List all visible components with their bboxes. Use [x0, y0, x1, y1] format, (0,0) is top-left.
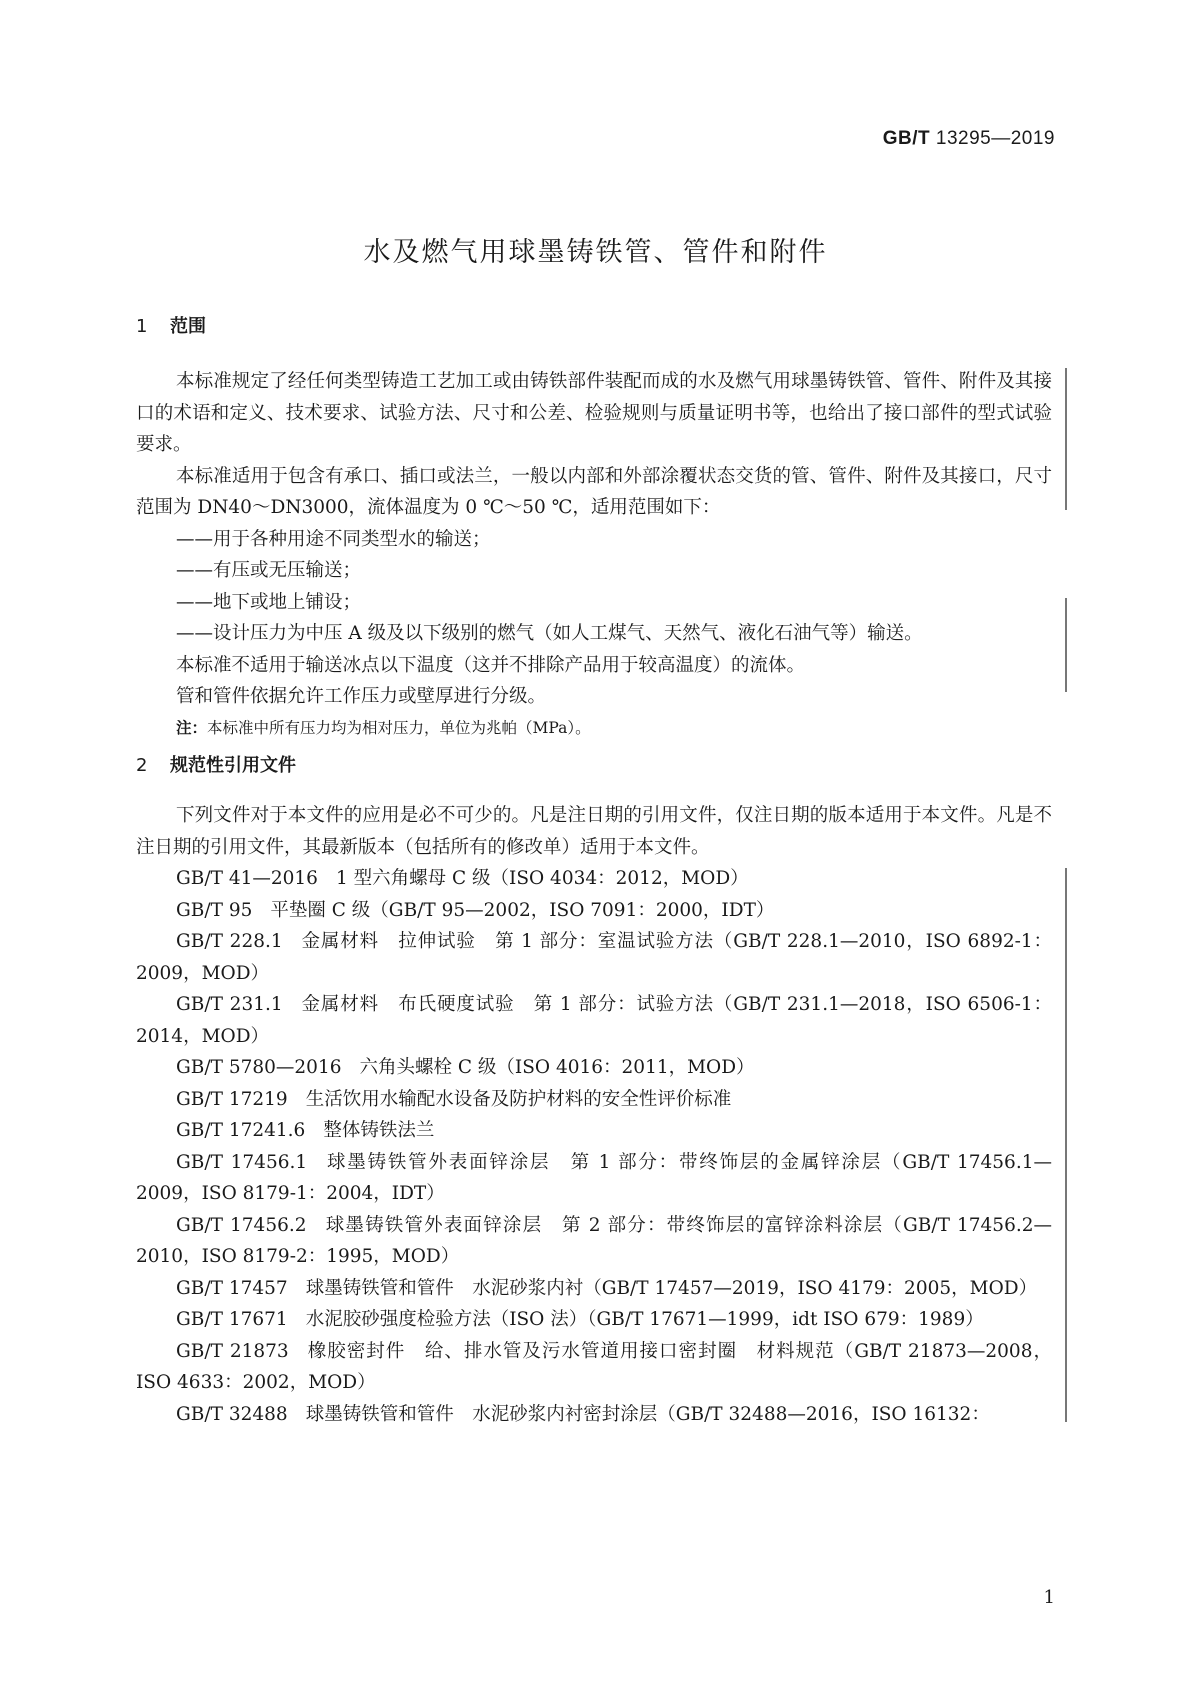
reference-item: [136, 1336, 1052, 1399]
revision-bar: [1065, 598, 1067, 692]
reference-title: 六角头螺栓 C 级（ISO 4016：2011，MOD）: [359, 1057, 755, 1078]
reference-code: GB/T 17671: [176, 1309, 288, 1330]
reference-code: GB/T 17457: [176, 1277, 288, 1299]
reference-title: 水泥胶砂强度检验方法（ISO 法）（GB/T 17671—1999，idt ISO 679：1989）: [305, 1309, 984, 1330]
reference-title: 整体铸铁法兰: [323, 1120, 435, 1141]
reference-item: [136, 926, 1052, 989]
reference-item: [136, 863, 1052, 895]
section-number: 1: [136, 316, 148, 337]
list-item: ——设计压力为中压 A 级及以下级别的燃气（如人工煤气、天然气、液化石油气等）输送。: [176, 623, 923, 644]
reference-code: GB/T 17456.1: [176, 1151, 308, 1173]
reference-item: [136, 989, 1052, 1052]
list-item: ——地下或地上铺设；: [176, 591, 362, 613]
section-1-heading: [136, 312, 206, 338]
list-item: ——有压或无压输送；: [176, 560, 362, 581]
reference-item: [136, 895, 1052, 927]
standard-number: [883, 128, 1055, 150]
reference-code: GB/T 21873: [176, 1340, 289, 1362]
paragraph: 管和管件依据允许工作压力或壁厚进行分级。: [176, 686, 547, 707]
reference-code: GB/T 17219: [176, 1088, 288, 1110]
reference-title: 球墨铸铁管和管件 水泥砂浆内衬（GB/T 17457—2019，ISO 4179：2005，MOD）: [305, 1277, 1038, 1299]
section-title: 规范性引用文件: [170, 755, 296, 776]
reference-item: [136, 1084, 1052, 1116]
note-label: 注：: [176, 718, 208, 737]
reference-title: 橡胶密封件 给、排水管及污水管道用接口密封圈 材料规范（GB/T 21873—2008，ISO 4633：2002，MOD）: [136, 1340, 1052, 1393]
section-title: 范围: [170, 316, 206, 337]
section-1-body: [136, 366, 1052, 741]
reference-title: 金属材料 布氏硬度试验 第 1 部分：试验方法（GB/T 231.1—2018，ISO 6506-1：2014，MOD）: [136, 994, 1052, 1047]
reference-item: [136, 1273, 1052, 1305]
revision-bar: [1065, 868, 1067, 1422]
standard-code: 13295—2019: [935, 128, 1055, 149]
page-number: 1: [1043, 1587, 1055, 1608]
reference-title: 生活饮用水输配水设备及防护材料的安全性评价标准: [305, 1088, 732, 1110]
reference-code: GB/T 231.1: [176, 994, 283, 1015]
paragraph: 本标准不适用于输送冰点以下温度（这并不排除产品用于较高温度）的流体。: [176, 654, 806, 676]
document-title: 水及燃气用球墨铸铁管、管件和附件: [363, 237, 828, 268]
section-2-body: [136, 800, 1052, 1430]
reference-code: GB/T 5780—2016: [176, 1057, 342, 1078]
reference-item: [136, 1399, 1052, 1431]
reference-item: [136, 1147, 1052, 1210]
reference-code: GB/T 95: [176, 899, 253, 921]
reference-code: GB/T 17456.2: [176, 1214, 307, 1236]
reference-title: 1 型六角螺母 C 级（ISO 4034：2012，MOD）: [335, 868, 749, 889]
section-2-heading: [136, 751, 296, 777]
paragraph: 下列文件对于本文件的应用是必不可少的。凡是注日期的引用文件，仅注日期的版本适用于本文件。凡是不注日期的引用文件，其最新版本（包括所有的修改单）适用于本文件。: [136, 805, 1052, 858]
paragraph: 本标准适用于包含有承口、插口或法兰，一般以内部和外部涂覆状态交货的管、管件、附件及其接口，尺寸范围为 DN40～DN3000，流体温度为 0 ℃～50 ℃，适用范围如下：: [136, 465, 1052, 518]
reference-code: GB/T 32488: [176, 1403, 288, 1425]
reference-item: [136, 1304, 1052, 1336]
note-text: 本标准中所有压力均为相对压力，单位为兆帕（MPa）。: [207, 718, 591, 737]
reference-title: 球墨铸铁管和管件 水泥砂浆内衬密封涂层（GB/T 32488—2016，ISO 16132：: [305, 1403, 990, 1425]
reference-title: 球墨铸铁管外表面锌涂层 第 2 部分：带终饰层的富锌涂料涂层（GB/T 17456.2—2010，ISO 8179-2：1995，MOD）: [136, 1214, 1052, 1267]
reference-item: [136, 1052, 1052, 1084]
list-item: ——用于各种用途不同类型水的输送；: [176, 528, 491, 550]
paragraph: 本标准规定了经任何类型铸造工艺加工或由铸铁部件装配而成的水及燃气用球墨铸铁管、管件、附件及其接口的术语和定义、技术要求、试验方法、尺寸和公差、检验规则与质量证明书等，也给出了接口部件的型式试验要求。: [136, 371, 1052, 455]
reference-code: GB/T 41—2016: [176, 868, 318, 889]
revision-bar: [1065, 368, 1067, 510]
standard-prefix: GB/T: [882, 128, 931, 149]
section-number: 2: [136, 755, 148, 776]
reference-title: 平垫圈 C 级（GB/T 95—2002，ISO 7091：2000，IDT）: [270, 899, 775, 921]
reference-code: GB/T 228.1: [176, 931, 283, 952]
reference-item: [136, 1115, 1052, 1147]
reference-item: [136, 1210, 1052, 1273]
reference-code: GB/T 17241.6: [176, 1120, 306, 1141]
reference-list: [136, 863, 1052, 1430]
reference-title: 金属材料 拉伸试验 第 1 部分：室温试验方法（GB/T 228.1—2010，ISO 6892-1：2009，MOD）: [136, 931, 1052, 984]
reference-title: 球墨铸铁管外表面锌涂层 第 1 部分：带终饰层的金属锌涂层（GB/T 17456.1—2009，ISO 8179-1：2004，IDT）: [136, 1151, 1052, 1204]
note: [176, 715, 1052, 741]
